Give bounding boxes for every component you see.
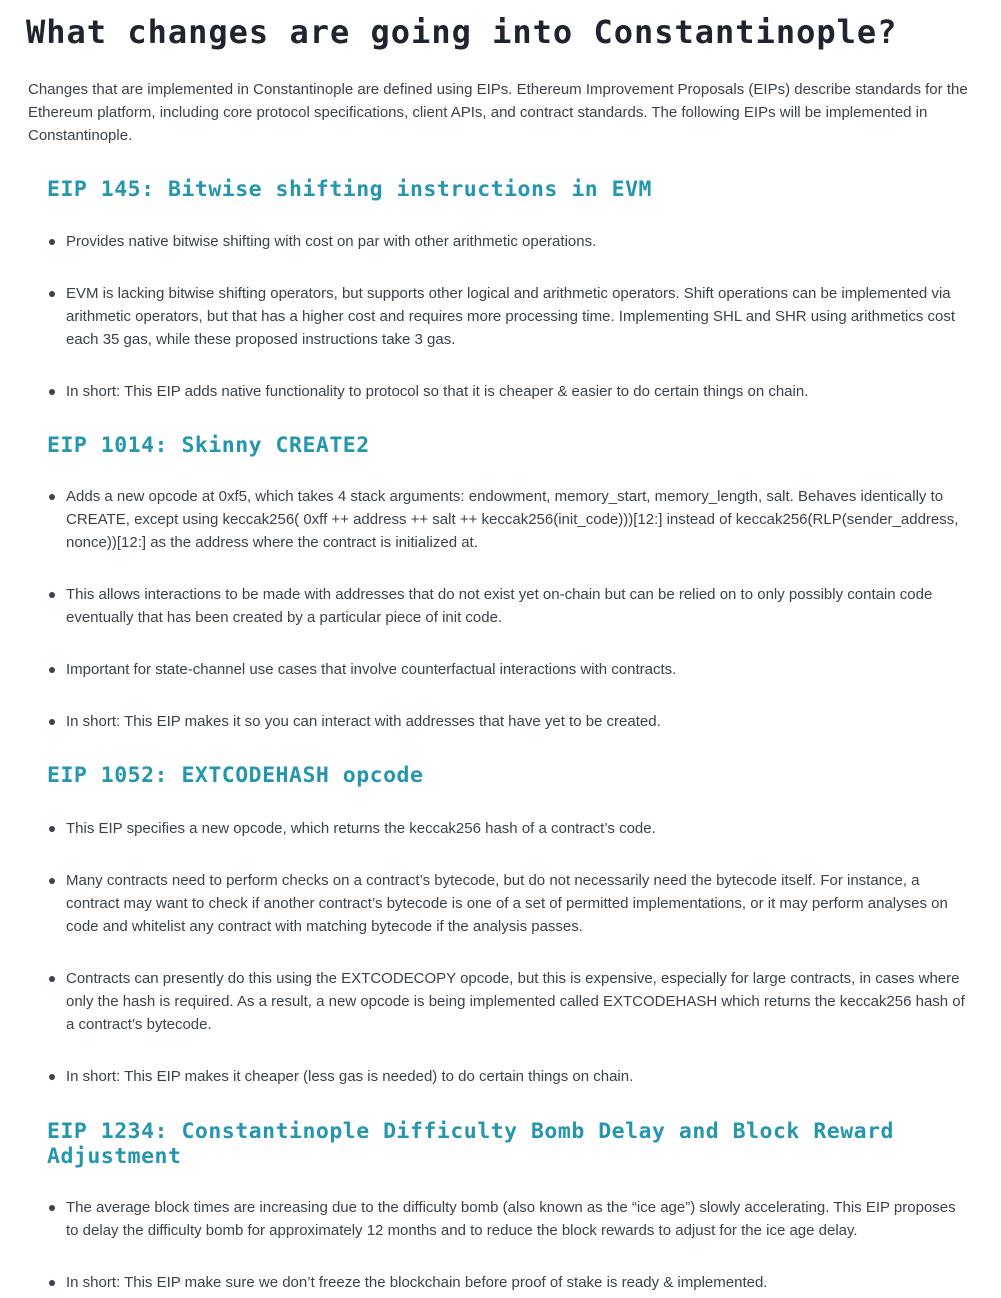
bullet-dot [49, 291, 55, 297]
bullet-dot [49, 976, 55, 982]
list-item: This allows interactions to be made with addresses that do not exist yet on-chain but can be relied on to only possibly contain code eventually that has been created by a particular piece of init code. [66, 586, 933, 626]
bullet-dot [49, 389, 55, 395]
bullet-dot [49, 592, 55, 598]
bullet-dot [49, 878, 55, 884]
page-title: What changes are going into Constantinople? [26, 13, 898, 51]
intro-paragraph: Changes that are implemented in Constantinople are defined using EIPs. Ethereum Improvement Proposals (EIPs) describe standards for the Ethereum platform, including core protocol specifications, client APIs, and contract standards. The following EIPs will be implemented in Constantinople. [28, 81, 968, 144]
list-item: The average block times are increasing due to the difficulty bomb (also known as the “ice age”) slowly accelerating. This EIP proposes to delay the difficulty bomb for approximately 12 months and to reduce the block rewards to adjust for the ice age delay. [66, 1199, 956, 1239]
list-item: Adds a new opcode at 0xf5, which takes 4 stack arguments: endowment, memory_start, memory_length, salt. Behaves identically to CREATE, except using keccak256( 0xff ++ address ++ salt ++ keccak256(init_code)))[12:] instead of keccak256(RLP(sender_address, nonce))[12:] as the address where the contract is initialized at. [66, 488, 959, 551]
list-item: In short: This EIP make sure we don’t freeze the blockchain before proof of stake is ready & implemented. [66, 1274, 768, 1291]
bullet-dot [49, 1074, 55, 1080]
section-heading-eip-1052: EIP 1052: EXTCODEHASH opcode [47, 763, 424, 788]
section-heading-eip-1014: EIP 1014: Skinny CREATE2 [47, 433, 370, 458]
list-item: Provides native bitwise shifting with cost on par with other arithmetic operations. [66, 233, 597, 250]
list-item: EVM is lacking bitwise shifting operators, but supports other logical and arithmetic operators. Shift operations can be implemented via arithmetic operators, but that has a higher cost and requires more processing time. Implementing SHL and SHR using arithmetics cost each 35 gas, while these proposed instructions take 3 gas. [66, 285, 956, 348]
list-item: This EIP specifies a new opcode, which returns the keccak256 hash of a contract’s code. [66, 820, 656, 837]
list-item: Important for state-channel use cases that involve counterfactual interactions with contracts. [66, 661, 677, 678]
list-item: In short: This EIP adds native functionality to protocol so that it is cheaper & easier to do certain things on chain. [66, 383, 809, 400]
bullet-dot [49, 667, 55, 673]
bullet-dot [49, 826, 55, 832]
bullet-dot [49, 494, 55, 500]
list-item: Contracts can presently do this using the EXTCODECOPY opcode, but this is expensive, especially for large contracts, in cases where only the hash is required. As a result, a new opcode is being implemented called EXTCODEHASH which returns the keccak256 hash of a contract’s bytecode. [66, 970, 965, 1033]
section-heading-eip-145: EIP 145: Bitwise shifting instructions in EVM [47, 177, 652, 202]
list-item: In short: This EIP makes it cheaper (less gas is needed) to do certain things on chain. [66, 1068, 634, 1085]
bullet-dot [49, 1280, 55, 1286]
list-item: In short: This EIP makes it so you can interact with addresses that have yet to be created. [66, 713, 661, 730]
bullet-dot [49, 719, 55, 725]
bullet-dot [49, 1205, 55, 1211]
list-item: Many contracts need to perform checks on a contract’s bytecode, but do not necessarily need the bytecode itself. For instance, a contract may want to check if another contract’s bytecode is one of a set of permitted implementations, or it may perform analyses on code and whitelist any contract with matching bytecode if the analysis passes. [66, 872, 948, 935]
bullet-dot [49, 239, 55, 245]
section-heading-eip-1234: EIP 1234: Constantinople Difficulty Bomb Delay and Block Reward Adjustment [47, 1119, 894, 1169]
